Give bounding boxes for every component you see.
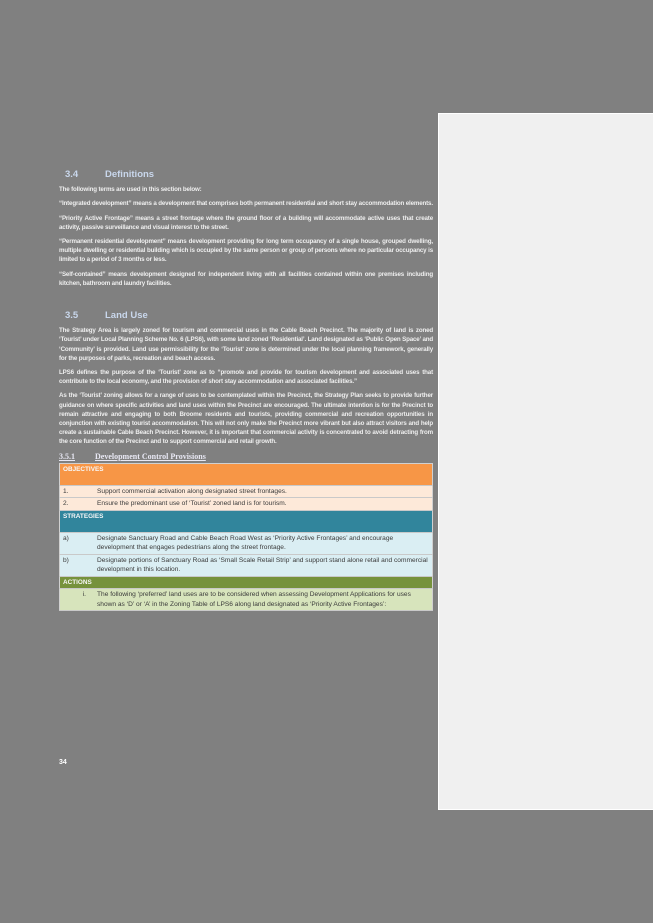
row-text: Ensure the predominant use of ‘Tourist’ zoned land is for tourism. (94, 498, 433, 511)
comment-margin-panel (438, 113, 653, 810)
row-index: a) (60, 532, 95, 554)
row-text: The following ‘preferred’ land uses are to be considered when assessing Development Applications for uses shown as ‘D’ or ‘A’ in the Zoning Table of LPS6 along land designated as ‘Priority Active Frontages’: (94, 589, 433, 611)
row-text: Designate portions of Sanctuary Road as ‘Small Scale Retail Strip’ and support stand alone retail and commercial development in this location. (94, 554, 433, 576)
land-use-paragraph: LPS6 defines the purpose of the ‘Tourist’ zone as to “promote and provide for tourism development and associated uses that contribute to the local economy, and the provision of short stay accommodation and associated facilities.” (59, 369, 433, 386)
subsection-heading (59, 452, 433, 461)
page-number: 34 (59, 759, 67, 766)
definition-paragraph: “Self-contained” means development designed for independent living with all facilities contained within one premises including kitchen, bathroom and laundry facilities. (59, 270, 433, 287)
row-text: Support commercial activation along designated street frontages. (94, 485, 433, 498)
objectives-header: OBJECTIVES (60, 463, 433, 485)
row-index: b) (60, 554, 95, 576)
row-index: i. (60, 589, 95, 611)
actions-header-row (60, 576, 433, 589)
table-row (60, 532, 433, 554)
land-use-paragraph: The Strategy Area is largely zoned for tourism and commercial uses in the Cable Beach Precinct. The majority of land is zoned ‘Tourist’ under Local Planning Scheme No. 6 (LPS6), with some land zoned ‘Residential’. Land designated as ‘Public Open Space’ and ‘Community’ is provided. Land use permissibility for the ‘Tourist’ zone is determined under the local planning framework, generally for the purposes of parks, recreation and beach access. (59, 327, 433, 362)
land-use-paragraph: As the ‘Tourist’ zoning allows for a range of uses to be contemplated within the Precinct, the Strategy Plan seeks to provide further guidance on where specific activities and land uses within the Precinct are encouraged. The ultimate intention is for the Precinct to remain attractive and engaging to both Broome residents and tourists, providing commercial and recreation opportunities in conjunction with existing tourist accommodation. This will not only make the Precinct more vibrant but also attract visitors and help create a sustainable Cable Beach Precinct. However, it is important that commercial activity is concentrated to avoid detracting from the core function of the Precinct and to support commercial and retail growth. (59, 392, 433, 446)
definition-paragraph: “Permanent residential development” means development providing for long term occupancy of a single house, grouped dwelling, multiple dwelling or residential building which is occupied by the same person or group of persons where no particular occupancy is limited to a period of 3 months or less. (59, 238, 433, 264)
row-index: 2. (60, 498, 95, 511)
objectives-header-row (60, 463, 433, 485)
strategies-header: STRATEGIES (60, 510, 433, 532)
definition-paragraph: “Priority Active Frontage” means a street frontage where the ground floor of a building will accommodate active uses that create activity, passive surveillance and visual interest to the street. (59, 214, 433, 231)
strategies-header-row (60, 510, 433, 532)
section-number: 3.5 (65, 310, 79, 322)
provisions-table (59, 463, 433, 612)
table-row (60, 554, 433, 576)
definition-paragraph: “Integrated development” means a development that comprises both permanent residential and short stay accommodation elements. (59, 200, 433, 208)
section-title: Land Use (105, 310, 148, 322)
section-number: 3.4 (65, 169, 79, 180)
document-page (59, 170, 433, 611)
section-title: Definitions (105, 169, 155, 180)
section-heading-definitions (59, 170, 433, 179)
actions-header: ACTIONS (60, 576, 433, 589)
table-row (60, 498, 433, 511)
row-index: 1. (60, 485, 95, 498)
definitions-intro: The following terms are used in this section below: (59, 186, 202, 194)
row-text: Designate Sanctuary Road and Cable Beach Road West as ‘Priority Active Frontages’ and encourage development that engages pedestrians along the street frontage. (94, 532, 433, 554)
section-heading-land-use (59, 311, 433, 320)
table-row (60, 589, 433, 611)
subsection-number: 3.5.1 (59, 451, 75, 461)
table-row (60, 485, 433, 498)
subsection-title: Development Control Provisions (95, 451, 206, 461)
